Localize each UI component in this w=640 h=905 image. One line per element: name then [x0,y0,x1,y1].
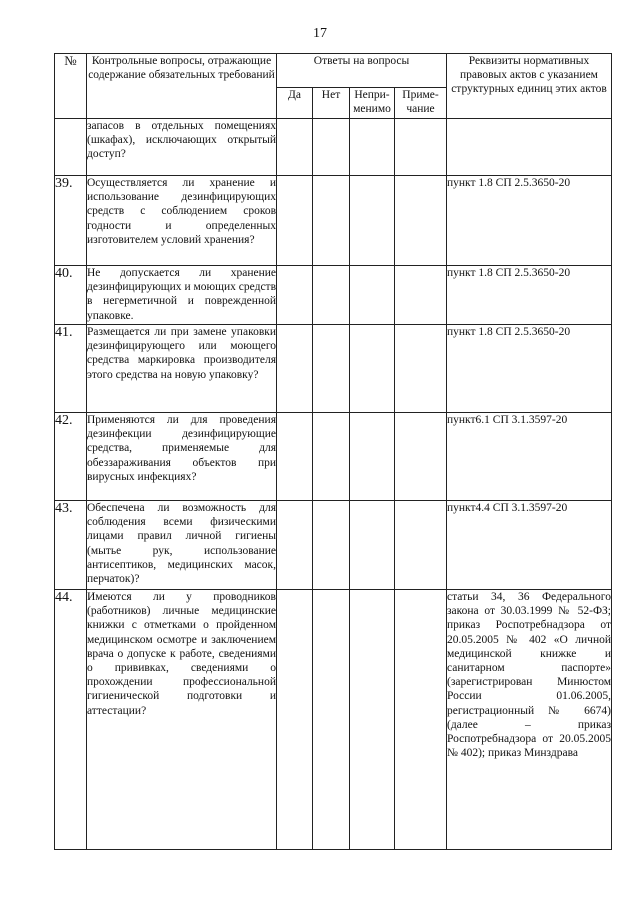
header-answer-na [350,88,395,119]
row-num: 39. [55,176,87,266]
row-question: Размещается ли при замене упаковки дезинфицирующего или моющего средства маркировка производителя этого средства на новую упаковку? [87,325,277,413]
answer-na-cell[interactable] [350,413,395,501]
header-row [55,54,612,88]
row-requisites: пункт6.1 СП 3.1.3597-20 [447,413,612,501]
row-requisites [447,119,612,176]
answer-na-cell[interactable] [350,325,395,413]
row-question: Применяются ли для проведения дезинфекции дезинфицирующие средства, применяемые для обеззараживания объектов при вирусных инфекциях? [87,413,277,501]
header-answer-na-part2: менимо [353,103,391,115]
table-row [55,590,612,850]
answer-note-cell[interactable] [395,266,447,325]
row-requisites: пункт 1.8 СП 2.5.3650-20 [447,266,612,325]
row-question: Не допускается ли хранение дезинфицирующих и моющих средств в негерметичной и поврежденной упаковке. [87,266,277,325]
answer-note-cell[interactable] [395,119,447,176]
header-answer-note [395,88,447,119]
row-question: Имеются ли у проводников (работников) личные медицинские книжки с отметками о пройденном медицинском осмотре и заключением врача о допуске к работе, сведениями о прививках, сведениями о прохождении профессиональной гигиенической подготовки и аттестации? [87,590,277,850]
row-requisites: пункт 1.8 СП 2.5.3650-20 [447,325,612,413]
header-answer-note-part2: чание [406,103,435,115]
header-answer-no: Нет [313,88,350,119]
row-question: запасов в отдельных помещениях (шкафах), исключающих открытый доступ? [87,119,277,176]
row-num [55,119,87,176]
answer-note-cell[interactable] [395,413,447,501]
header-answer-na-part1: Непри- [354,89,390,101]
row-num: 40. [55,266,87,325]
header-questions: Контрольные вопросы, отражающие содержание обязательных требований [87,54,277,119]
row-requisites: пункт 1.8 СП 2.5.3650-20 [447,176,612,266]
table-row [55,501,612,590]
answer-note-cell[interactable] [395,501,447,590]
answer-na-cell[interactable] [350,266,395,325]
answer-no-cell[interactable] [313,266,350,325]
table-row [55,325,612,413]
row-num: 41. [55,325,87,413]
answer-na-cell[interactable] [350,176,395,266]
answer-yes-cell[interactable] [277,413,313,501]
answer-yes-cell[interactable] [277,119,313,176]
answer-na-cell[interactable] [350,119,395,176]
answer-no-cell[interactable] [313,119,350,176]
answer-na-cell[interactable] [350,590,395,850]
table-row [55,266,612,325]
answer-yes-cell[interactable] [277,266,313,325]
answer-note-cell[interactable] [395,590,447,850]
row-question: Обеспечена ли возможность для соблюдения всеми физическими лицами правил личной гигиены (мытье рук, использование антисептиков, медицинских масок, перчаток)? [87,501,277,590]
header-answer-yes: Да [277,88,313,119]
answer-note-cell[interactable] [395,176,447,266]
answer-no-cell[interactable] [313,590,350,850]
answer-yes-cell[interactable] [277,325,313,413]
row-requisites: пункт4.4 СП 3.1.3597-20 [447,501,612,590]
row-requisites: статьи 34, 36 Федерального закона от 30.03.1999 № 52-ФЗ; приказ Роспотребнадзора от 20.05.2005 № 402 «О личной медицинской книжке и санитарном паспорте» (зарегистрирован Минюстом России 01.06.2005, регистрационный № 6674) (далее – приказ Роспотребнадзора от 20.05.2005 № 402); приказ Минздрава [447,590,612,850]
table-row [55,119,612,176]
header-requisites: Реквизиты нормативных правовых актов с указанием структурных единиц этих актов [447,54,612,119]
row-question: Осуществляется ли хранение и использование дезинфицирующих средств с соблюдением сроков годности и определенных изготовителем условий хранения? [87,176,277,266]
answer-yes-cell[interactable] [277,501,313,590]
header-answers: Ответы на вопросы [277,54,447,88]
checklist-table [54,53,612,850]
answer-yes-cell[interactable] [277,590,313,850]
header-num: № [55,54,87,119]
answer-note-cell[interactable] [395,325,447,413]
row-num: 42. [55,413,87,501]
table-row [55,176,612,266]
answer-no-cell[interactable] [313,413,350,501]
answer-no-cell[interactable] [313,325,350,413]
page-number: 17 [313,26,327,41]
header-answer-note-part1: Приме- [402,89,439,101]
row-num: 43. [55,501,87,590]
answer-yes-cell[interactable] [277,176,313,266]
table-row [55,413,612,501]
answer-na-cell[interactable] [350,501,395,590]
row-num: 44. [55,590,87,850]
answer-no-cell[interactable] [313,176,350,266]
answer-no-cell[interactable] [313,501,350,590]
